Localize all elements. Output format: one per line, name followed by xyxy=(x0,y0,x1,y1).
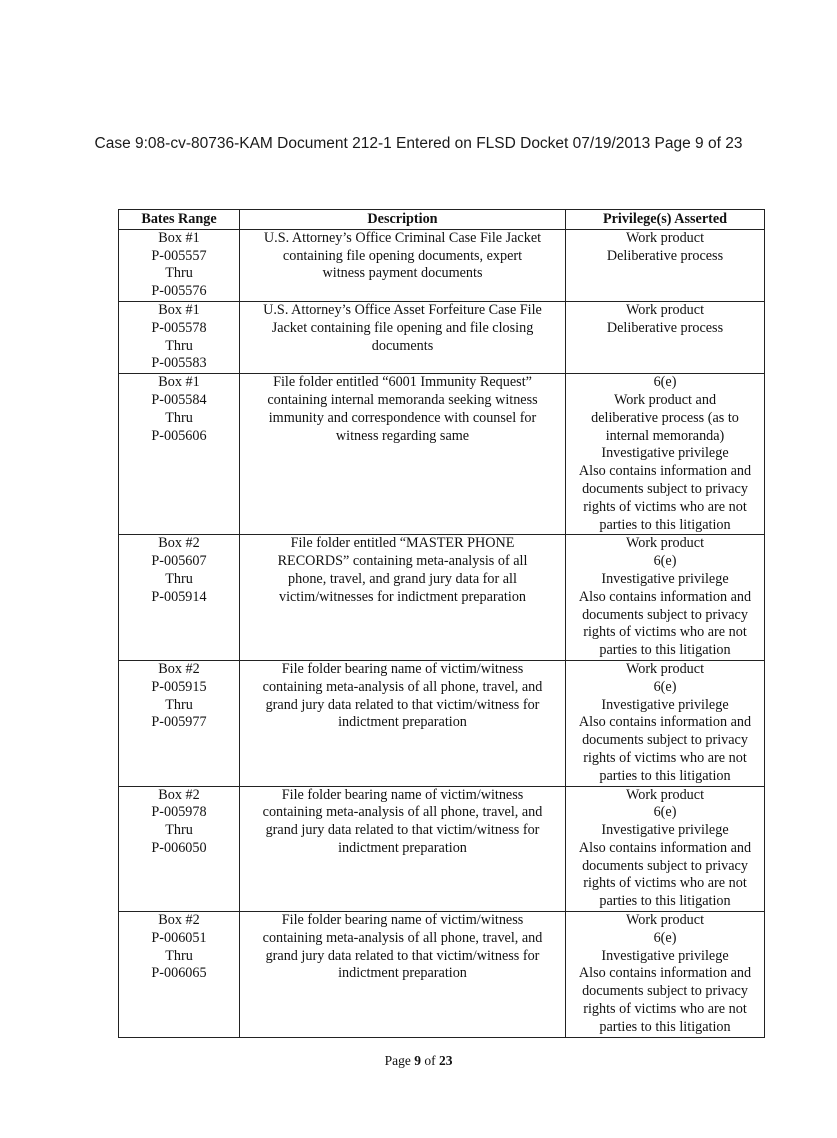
privileges-cell xyxy=(566,786,765,912)
bates-range-cell xyxy=(119,660,240,786)
bates-range-cell-line: Box #1 xyxy=(158,229,200,246)
bates-range-cell-line: Box #2 xyxy=(158,535,200,552)
bates-range-cell-line: P-006051 xyxy=(151,929,207,946)
bates-range-cell-line: P-006065 xyxy=(151,965,207,982)
table-header-row xyxy=(119,210,765,230)
bates-range-cell-line: P-005915 xyxy=(151,678,207,695)
bates-range-cell-line: Thru xyxy=(165,265,193,282)
description-cell-line: indictment preparation xyxy=(338,965,467,982)
bates-range-cell xyxy=(119,786,240,912)
description-cell-line: File folder entitled “6001 Immunity Request” xyxy=(273,374,532,391)
bates-range-cell-line: Thru xyxy=(165,822,193,839)
privileges-cell-line: 6(e) xyxy=(653,929,677,946)
bates-range-cell-line: P-005977 xyxy=(151,714,207,731)
description-cell-line: grand jury data related to that victim/witness for xyxy=(265,822,540,839)
privileges-cell-line: parties to this litigation xyxy=(599,1018,731,1035)
table-row xyxy=(119,912,765,1038)
privileges-cell-line: Investigative privilege xyxy=(601,570,729,587)
privileges-cell xyxy=(566,660,765,786)
description-cell xyxy=(240,912,566,1038)
description-cell-line: File folder entitled “MASTER PHONE xyxy=(290,535,515,552)
description-cell-line: U.S. Attorney’s Office Criminal Case File Jacket xyxy=(263,229,542,246)
privileges-cell-line: Work product xyxy=(625,301,705,318)
bates-range-cell-line: Box #1 xyxy=(158,301,200,318)
privileges-cell-line: parties to this litigation xyxy=(599,767,731,784)
privileges-cell-line: deliberative process (as to xyxy=(591,409,739,426)
bates-range-cell-line: Box #2 xyxy=(158,786,200,803)
privileges-cell-line: Also contains information and xyxy=(578,463,752,480)
description-cell-line: containing internal memoranda seeking witness xyxy=(267,391,538,408)
column-header-description: Description xyxy=(240,210,566,230)
description-cell-line: grand jury data related to that victim/witness for xyxy=(265,947,540,964)
privilege-log-table xyxy=(118,209,765,1038)
privileges-cell-line: rights of victims who are not xyxy=(583,875,747,892)
bates-range-cell-line: Thru xyxy=(165,337,193,354)
description-cell-line: U.S. Attorney’s Office Asset Forfeiture Case File xyxy=(263,301,542,318)
page-word: Page xyxy=(384,1053,411,1068)
privileges-cell-line: rights of victims who are not xyxy=(583,1001,747,1018)
privileges-cell xyxy=(566,535,765,661)
privileges-cell-line: rights of victims who are not xyxy=(583,749,747,766)
bates-range-cell-line: P-005606 xyxy=(151,427,207,444)
bates-range-cell-line: P-005978 xyxy=(151,804,207,821)
privileges-cell-line: parties to this litigation xyxy=(599,642,731,659)
bates-range-cell-line: Box #1 xyxy=(158,374,200,391)
description-cell xyxy=(240,301,566,373)
bates-range-cell-line: P-005576 xyxy=(151,283,207,300)
description-cell xyxy=(240,786,566,912)
privileges-cell-line: internal memoranda) xyxy=(605,427,725,444)
bates-range-cell xyxy=(119,374,240,535)
table-body xyxy=(119,229,765,1037)
description-cell-line: indictment preparation xyxy=(338,839,467,856)
bates-range-cell-line: P-005914 xyxy=(151,588,207,605)
privileges-cell-line: Work product and xyxy=(613,391,717,408)
description-cell xyxy=(240,535,566,661)
privileges-cell-line: rights of victims who are not xyxy=(583,624,747,641)
privileges-cell-line: 6(e) xyxy=(653,553,677,570)
description-cell-line: Jacket containing file opening and file closing xyxy=(271,319,534,336)
bates-range-cell-line: Thru xyxy=(165,409,193,426)
bates-range-cell-line: P-005557 xyxy=(151,247,207,264)
privileges-cell-line: Work product xyxy=(625,535,705,552)
privileges-cell-line: 6(e) xyxy=(653,804,677,821)
of-word: of xyxy=(424,1053,436,1068)
privileges-cell-line: rights of victims who are not xyxy=(583,498,747,515)
description-cell xyxy=(240,660,566,786)
privileges-cell xyxy=(566,912,765,1038)
table-row xyxy=(119,786,765,912)
privileges-cell-line: Also contains information and xyxy=(578,588,752,605)
description-cell-line: RECORDS” containing meta-analysis of all xyxy=(277,553,528,570)
privileges-cell-line: Also contains information and xyxy=(578,714,752,731)
bates-range-cell-line: P-005607 xyxy=(151,553,207,570)
bates-range-cell xyxy=(119,912,240,1038)
privileges-cell-line: Deliberative process xyxy=(606,247,724,264)
privileges-cell-line: Deliberative process xyxy=(606,319,724,336)
bates-range-cell xyxy=(119,301,240,373)
description-cell-line: immunity and correspondence with counsel for xyxy=(268,409,537,426)
description-cell-line: witness payment documents xyxy=(322,265,483,282)
page-number: 9 xyxy=(414,1053,421,1068)
description-cell-line: File folder bearing name of victim/witness xyxy=(281,912,524,929)
privileges-cell-line: parties to this litigation xyxy=(599,516,731,533)
description-cell-line: phone, travel, and grand jury data for all xyxy=(288,570,517,587)
column-header-bates-range: Bates Range xyxy=(119,210,240,230)
privileges-cell-line: Work product xyxy=(625,660,705,677)
privileges-cell-line: parties to this litigation xyxy=(599,893,731,910)
page-footer xyxy=(0,1053,837,1069)
privileges-cell-line: documents subject to privacy xyxy=(582,983,748,1000)
privileges-cell-line: Work product xyxy=(625,229,705,246)
description-cell-line: grand jury data related to that victim/witness for xyxy=(265,696,540,713)
description-cell-line: indictment preparation xyxy=(338,714,467,731)
privileges-cell-line: 6(e) xyxy=(653,374,677,391)
bates-range-cell xyxy=(119,535,240,661)
bates-range-cell-line: P-005578 xyxy=(151,319,207,336)
description-cell-line: containing meta-analysis of all phone, travel, and xyxy=(262,929,543,946)
table-row xyxy=(119,374,765,535)
privileges-cell-line: Investigative privilege xyxy=(601,947,729,964)
bates-range-cell-line: Thru xyxy=(165,696,193,713)
bates-range-cell-line: P-005584 xyxy=(151,391,207,408)
privileges-cell-line: Work product xyxy=(625,786,705,803)
privileges-cell-line: Investigative privilege xyxy=(601,822,729,839)
page-total: 23 xyxy=(438,1053,453,1068)
table-row xyxy=(119,660,765,786)
description-cell-line: File folder bearing name of victim/witness xyxy=(281,660,524,677)
description-cell xyxy=(240,374,566,535)
privileges-cell-line: documents subject to privacy xyxy=(582,480,748,497)
bates-range-cell-line: Box #2 xyxy=(158,912,200,929)
description-cell-line: victim/witnesses for indictment preparation xyxy=(278,588,527,605)
bates-range-cell-line: P-006050 xyxy=(151,839,207,856)
privileges-cell xyxy=(566,374,765,535)
description-cell xyxy=(240,229,566,301)
description-cell-line: documents xyxy=(371,337,434,354)
privileges-cell xyxy=(566,301,765,373)
description-cell-line: witness regarding same xyxy=(335,427,470,444)
privileges-cell-line: Also contains information and xyxy=(578,965,752,982)
table-row xyxy=(119,229,765,301)
privileges-cell-line: Also contains information and xyxy=(578,839,752,856)
column-header-privileges: Privilege(s) Asserted xyxy=(566,210,765,230)
privileges-cell xyxy=(566,229,765,301)
table-row xyxy=(119,301,765,373)
description-cell-line: containing meta-analysis of all phone, travel, and xyxy=(262,804,543,821)
privileges-cell-line: documents subject to privacy xyxy=(582,857,748,874)
description-cell-line: containing file opening documents, expert xyxy=(282,247,523,264)
privileges-cell-line: Investigative privilege xyxy=(601,696,729,713)
description-cell-line: containing meta-analysis of all phone, travel, and xyxy=(262,678,543,695)
privileges-cell-line: documents subject to privacy xyxy=(582,606,748,623)
bates-range-cell-line: Thru xyxy=(165,947,193,964)
bates-range-cell xyxy=(119,229,240,301)
bates-range-cell-line: Thru xyxy=(165,570,193,587)
bates-range-cell-line: P-005583 xyxy=(151,355,207,372)
privileges-cell-line: Work product xyxy=(625,912,705,929)
privileges-cell-line: Investigative privilege xyxy=(601,445,729,462)
bates-range-cell-line: Box #2 xyxy=(158,660,200,677)
privileges-cell-line: documents subject to privacy xyxy=(582,732,748,749)
privileges-cell-line: 6(e) xyxy=(653,678,677,695)
table-row xyxy=(119,535,765,661)
case-header: Case 9:08-cv-80736-KAM Document 212-1 Entered on FLSD Docket 07/19/2013 Page 9 of 23 xyxy=(94,135,743,152)
description-cell-line: File folder bearing name of victim/witness xyxy=(281,786,524,803)
